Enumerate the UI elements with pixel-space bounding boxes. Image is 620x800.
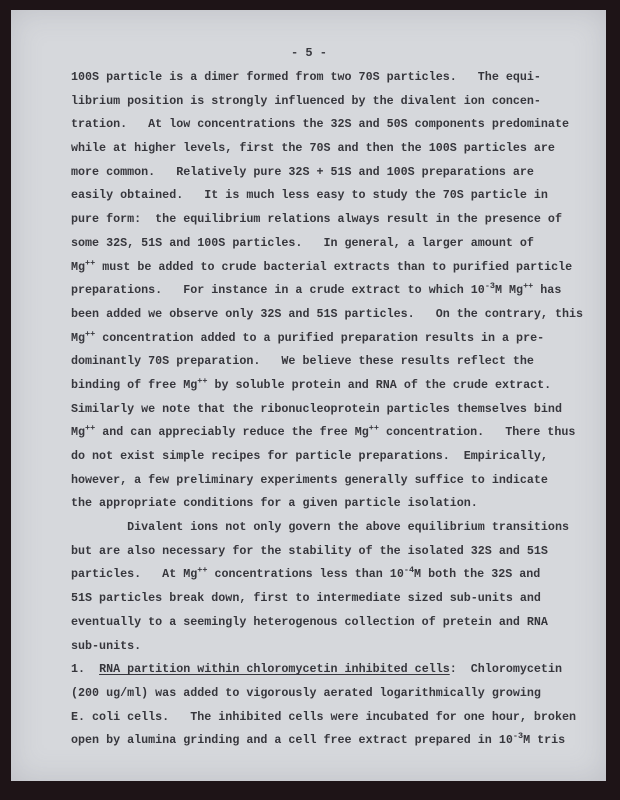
text-line [71, 733, 583, 757]
text-line [71, 567, 583, 591]
text-line [71, 257, 583, 284]
text-segment: M tris [523, 733, 566, 748]
text-line [71, 354, 583, 378]
text-segment: Divalent ions not only govern the above equilibrium transitions [71, 520, 569, 535]
text-segment: and can appreciably reduce the free Mg [95, 425, 369, 440]
text-segment: pure form: the equilibrium relations always result in the presence of [71, 212, 562, 227]
text-line [71, 212, 583, 236]
text-segment: dominantly 70S preparation. We believe these results reflect the [71, 354, 534, 369]
text-segment: 1. [71, 662, 100, 677]
text-segment: 51S particles break down, first to intermediate sized sub-units and [71, 591, 541, 606]
superscript: ++ [85, 257, 96, 268]
text-segment: E. coli cells. The inhibited cells were incubated for one hour, broken [71, 709, 576, 724]
text-line [71, 449, 583, 473]
text-segment: open by alumina grinding and a cell free extract prepared in 10 [71, 733, 513, 748]
text-line [71, 328, 583, 355]
text-line [71, 425, 583, 449]
text-segment: particles. At Mg [71, 567, 198, 582]
superscript: ++ [368, 423, 379, 434]
text-segment: while at higher levels, first the 70S and then the 100S particles are [71, 141, 555, 156]
text-segment: M both the 32S and [414, 567, 541, 582]
superscript: ++ [85, 328, 96, 339]
text-segment: by soluble protein and RNA of the crude extract. [207, 377, 552, 392]
text-segment: must be added to crude bacterial extracts than to purified particle [95, 259, 573, 274]
text-line [71, 307, 583, 331]
text-line [71, 375, 583, 402]
text-segment: concentrations less than 10 [207, 567, 404, 582]
text-line [71, 639, 583, 663]
superscript: -3 [484, 281, 496, 292]
text-segment: Mg [71, 330, 86, 345]
superscript: ++ [197, 565, 208, 576]
superscript: ++ [197, 375, 208, 386]
text-segment: preparations. For instance in a crude extract to which 10 [71, 283, 485, 298]
text-segment: M Mg [495, 283, 524, 298]
text-line [71, 544, 583, 568]
body-text [71, 70, 583, 757]
text-segment: but are also necessary for the stability of the isolated 32S and 51S [71, 543, 548, 558]
text-segment: been added we observe only 32S and 51S particles. On the contrary, this [71, 306, 583, 321]
text-segment: Similarly we note that the ribonucleoprotein particles themselves bind [71, 401, 562, 416]
text-segment: eventually to a seemingly heterogenous collection of pretein and RNA [71, 614, 548, 629]
document-page [11, 10, 606, 781]
text-segment: concentration added to a purified preparation results in a pre- [95, 330, 545, 345]
text-line [71, 94, 583, 118]
text-segment: sub-units. [71, 638, 142, 653]
text-line [71, 520, 583, 544]
text-line [71, 402, 583, 426]
text-line [71, 70, 583, 94]
text-line [71, 496, 583, 520]
superscript: ++ [85, 423, 96, 434]
page-number: - 5 - [291, 46, 328, 60]
text-segment: some 32S, 51S and 100S particles. In general, a larger amount of [71, 235, 534, 250]
text-line [71, 473, 583, 497]
text-segment: tration. At low concentrations the 32S and 50S components predominate [71, 117, 569, 132]
text-segment: Mg [71, 425, 86, 440]
text-segment: do not exist simple recipes for particle preparations. Empirically, [71, 449, 548, 463]
text-line [71, 615, 583, 639]
text-line [71, 686, 583, 710]
text-line [71, 141, 583, 165]
superscript: -4 [403, 565, 415, 576]
text-line [71, 165, 583, 189]
text-line [71, 283, 583, 307]
superscript: ++ [523, 281, 534, 292]
text-line [71, 117, 583, 141]
text-segment: (200 ug/ml) was added to vigorously aerated logarithmically growing [71, 685, 541, 700]
text-segment: has [533, 283, 562, 298]
text-segment: concentration. There thus [378, 425, 576, 440]
text-line [71, 591, 583, 615]
text-segment: the appropriate conditions for a given particle isolation. [71, 496, 478, 511]
text-segment: however, a few preliminary experiments generally suffice to indicate [71, 472, 548, 487]
superscript: -3 [512, 731, 524, 742]
text-segment: binding of free Mg [71, 377, 198, 392]
text-segment: 100S particle is a dimer formed from two 70S particles. The equi- [71, 70, 541, 84]
text-line [71, 710, 583, 734]
underlined-heading: RNA partition within chloromycetin inhibited cells [99, 662, 450, 677]
text-segment: more common. Relatively pure 32S + 51S and 100S preparations are [71, 164, 534, 179]
text-line [71, 236, 583, 260]
text-segment: easily obtained. It is much less easy to study the 70S particle in [71, 188, 548, 203]
text-segment: librium position is strongly influenced by the divalent ion concen- [71, 93, 541, 108]
text-segment: Mg [71, 259, 86, 274]
text-line [71, 188, 583, 212]
text-line [71, 662, 583, 686]
text-segment: : Chloromycetin [449, 662, 562, 677]
